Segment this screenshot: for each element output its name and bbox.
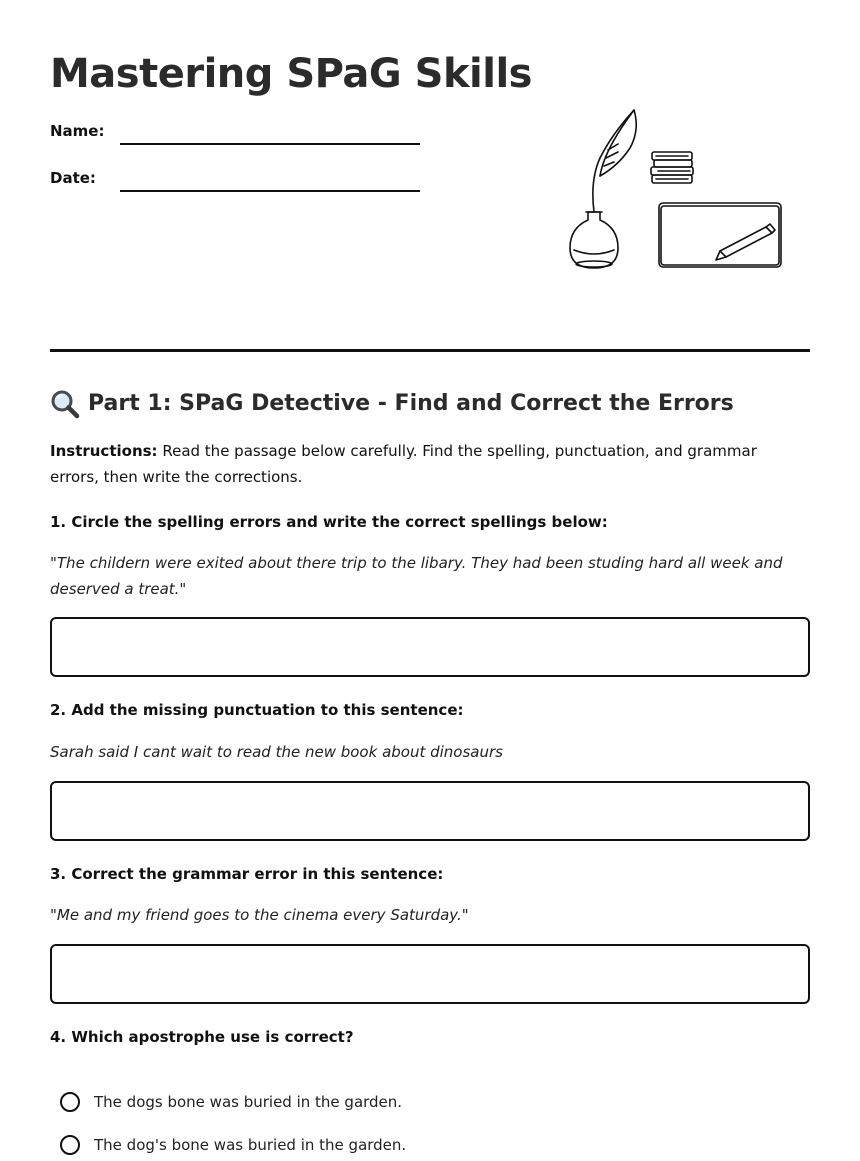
question-2-answer-box[interactable] bbox=[50, 781, 810, 841]
option-label: The dog's bone was buried in the garden. bbox=[94, 1136, 407, 1154]
question-4-label: 4. Which apostrophe use is correct? bbox=[50, 1028, 354, 1046]
section-divider bbox=[50, 349, 810, 352]
question-1-answer-box[interactable] bbox=[50, 617, 810, 677]
instructions-label: Instructions: bbox=[50, 442, 158, 460]
radio-button[interactable] bbox=[60, 1135, 80, 1155]
date-line[interactable] bbox=[120, 190, 420, 192]
part1-heading-text: Part 1: SPaG Detective - Find and Correct the Errors bbox=[88, 391, 734, 416]
question-3-sentence: "Me and my friend goes to the cinema every Saturday." bbox=[50, 906, 469, 924]
date-label: Date: bbox=[50, 169, 96, 187]
instructions-text: Read the passage below carefully. Find the spelling, punctuation, and grammar errors, then write the corrections. bbox=[50, 442, 757, 486]
question-4-option-1[interactable] bbox=[60, 1092, 402, 1112]
question-1-passage: "The childern were exited about there trip to the libary. They had been studing hard all week and deserved a treat." bbox=[50, 554, 783, 598]
instructions bbox=[50, 438, 810, 490]
part1-heading bbox=[50, 388, 734, 420]
question-3-label: 3. Correct the grammar error in this sentence: bbox=[50, 865, 444, 883]
pencil-icon bbox=[716, 224, 775, 260]
quill-feather-icon bbox=[593, 110, 636, 212]
radio-button[interactable] bbox=[60, 1092, 80, 1112]
name-label: Name: bbox=[50, 122, 105, 140]
page-title: Mastering SPaG Skills bbox=[50, 51, 532, 97]
books-icon bbox=[651, 152, 693, 183]
question-3-answer-box[interactable] bbox=[50, 944, 810, 1004]
stationery-illustration bbox=[560, 100, 800, 280]
option-label: The dogs bone was buried in the garden. bbox=[94, 1093, 403, 1111]
question-2-label: 2. Add the missing punctuation to this sentence: bbox=[50, 701, 464, 719]
ink-pot-icon bbox=[570, 212, 618, 268]
question-1-label: 1. Circle the spelling errors and write the correct spellings below: bbox=[50, 513, 608, 531]
paper-sheet-icon bbox=[659, 203, 781, 267]
question-4-option-2[interactable] bbox=[60, 1135, 406, 1155]
magnifying-glass-icon bbox=[50, 389, 80, 419]
name-line[interactable] bbox=[120, 143, 420, 145]
question-2-sentence: Sarah said I cant wait to read the new book about dinosaurs bbox=[50, 743, 503, 761]
